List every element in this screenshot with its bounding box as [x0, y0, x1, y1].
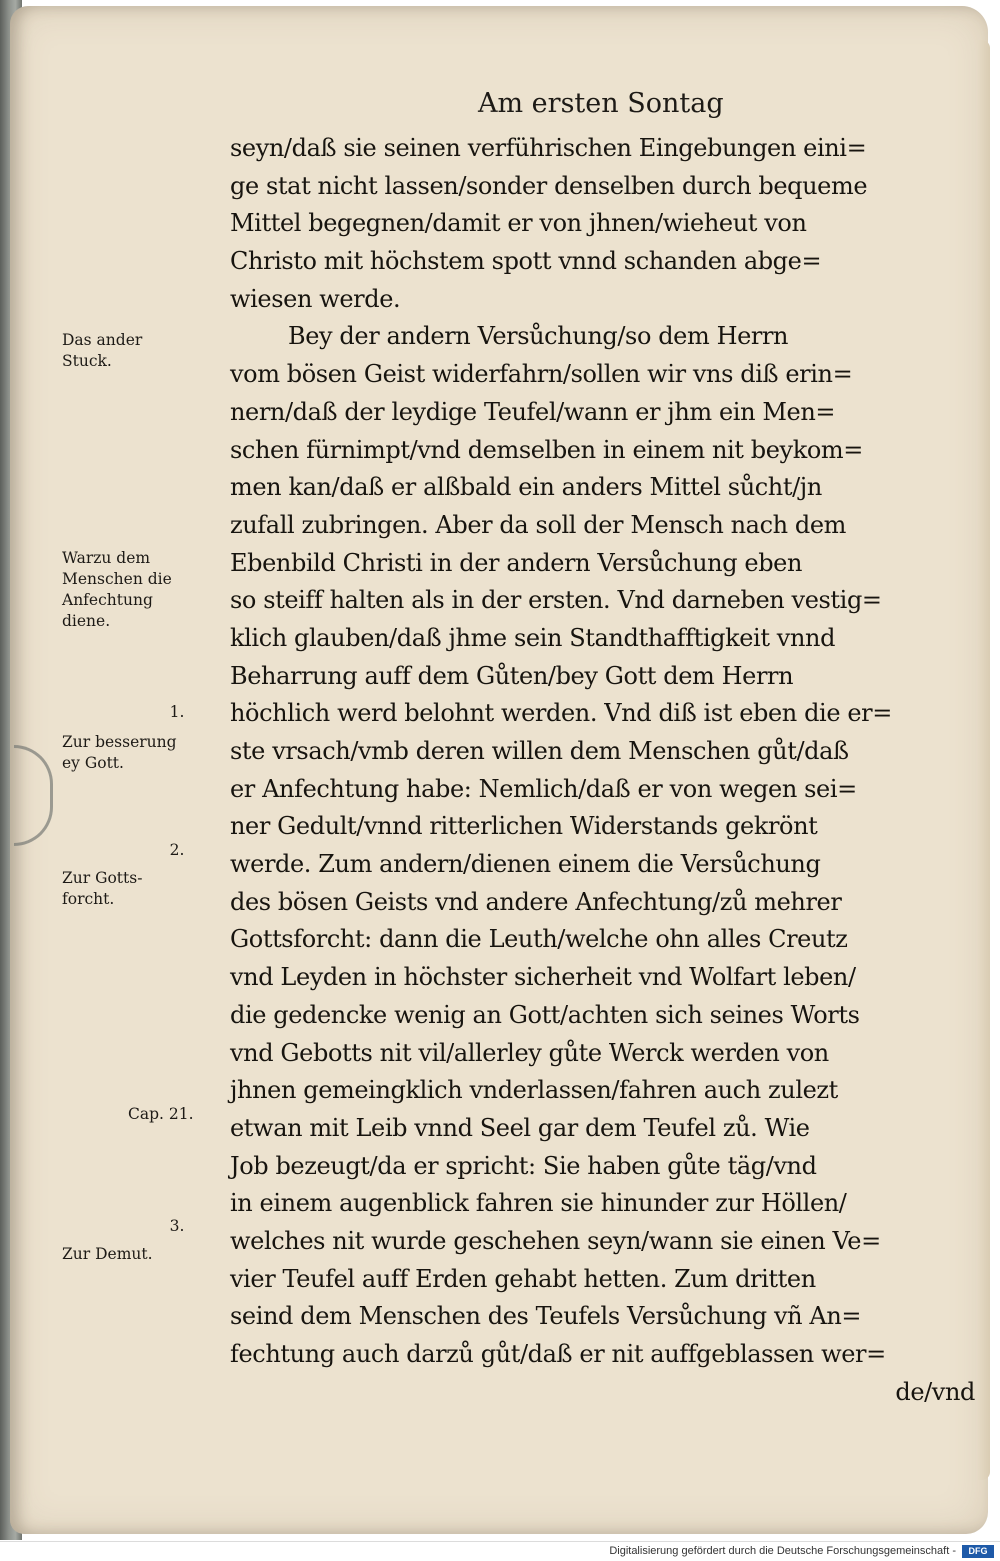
- main-text-block: [230, 130, 975, 1411]
- text-line: die gedencke wenig an Gott/achten sich seines Worts: [230, 1000, 860, 1029]
- text-line: des bösen Geists vnd andere Anfechtung/zů mehrer: [230, 887, 842, 916]
- text-line: Mittel begegnen/damit er von jhnen/wieheut von: [230, 209, 807, 238]
- text-line: ste vrsach/vmb deren willen dem Menschen gůt/daß: [230, 737, 849, 765]
- text-line: Ebenbild Christi in der andern Versůchung eben: [230, 548, 803, 577]
- text-line: Beharrung auff dem Gůten/bey Gott dem Herrn: [230, 661, 794, 690]
- text-line: in einem augenblick fahren sie hinunder zur Höllen/: [230, 1189, 847, 1218]
- text-line: seind dem Menschen des Teufels Versůchung vñ An=: [230, 1302, 862, 1331]
- margin-note-zur-besserung: Zur besserung ey Gott.: [62, 733, 177, 772]
- text-line: seyn/daß sie seinen verführischen Eingebungen eini=: [230, 134, 867, 162]
- margin-number-2: 2.: [169, 841, 185, 859]
- text-line: etwan mit Leib vnnd Seel gar dem Teufel zů. Wie: [230, 1113, 810, 1142]
- text-line: Christo mit höchstem spott vnnd schanden abge=: [230, 247, 822, 276]
- text-line: so steiff halten als in der ersten. Vnd darneben vestig=: [230, 586, 882, 615]
- margin-note-warzu: Warzu dem Menschen die Anfechtung diene.: [62, 549, 172, 630]
- text-line: werde. Zum andern/dienen einem die Versůchung: [230, 850, 821, 879]
- text-line: ner Gedult/vnnd ritterlichen Widerstands gekrönt: [230, 812, 818, 841]
- digitization-footer: [0, 1541, 1000, 1561]
- text-line: Gottsforcht: dann die Leuth/welche ohn alles Creutz: [230, 925, 848, 954]
- text-line: vom bösen Geist widerfahrn/sollen wir vns diß erin=: [230, 360, 853, 389]
- text-line: nern/daß der leydige Teufel/wann er jhm ein Men=: [230, 397, 836, 426]
- footer-credit: Digitalisierung gefördert durch die Deutsche Forschungsgemeinschaft -: [609, 1545, 956, 1557]
- text-line: schen fürnimpt/vnd demselben in einem nit beykom=: [230, 435, 863, 464]
- margin-note-zur-gottsforcht: Zur Gotts- forcht.: [62, 869, 143, 908]
- text-line: vnd Leyden in höchster sicherheit vnd Wolfart leben/: [230, 963, 856, 992]
- dfg-logo: DFG: [962, 1545, 994, 1558]
- margin-note-cap: Cap. 21.: [128, 1105, 194, 1123]
- text-line: jhnen gemeingklich vnderlassen/fahren auch zulezt: [230, 1076, 838, 1105]
- margin-number-3: 3.: [169, 1217, 185, 1235]
- text-line: er Anfechtung habe: Nemlich/daß er von wegen sei=: [230, 774, 857, 803]
- text-line: wiesen werde.: [230, 284, 401, 313]
- text-line: vnd Gebotts nit vil/allerley gůte Werck werden von: [230, 1038, 829, 1067]
- text-line: welches nit wurde geschehen seyn/wann sie einen Ve=: [230, 1226, 881, 1255]
- text-line: vier Teufel auff Erden gehabt hetten. Zum dritten: [230, 1264, 816, 1293]
- margin-number-1: 1.: [169, 703, 185, 721]
- margin-note-zur-demut: Zur Demut.: [62, 1245, 153, 1263]
- catchword: de/vnd: [895, 1377, 975, 1406]
- text-line: höchlich werd belohnt werden. Vnd diß ist eben die er=: [230, 699, 892, 728]
- text-line: ge stat nicht lassen/sonder denselben durch bequeme: [230, 171, 868, 200]
- margin-note-das-ander-stuck: Das ander Stuck.: [62, 331, 143, 370]
- text-line: Bey der andern Versůchung/so dem Herrn: [288, 322, 789, 351]
- text-line: fechtung auch darzů gůt/daß er nit auffgeblassen wer=: [230, 1340, 886, 1368]
- text-line: klich glauben/daß jhme sein Standthafftigkeit vnnd: [230, 623, 836, 652]
- page-right-edge: [978, 40, 990, 1480]
- text-line: Job bezeugt/da er spricht: Sie haben gůte täg/vnd: [230, 1151, 817, 1180]
- text-line: zufall zubringen. Aber da soll der Mensch nach dem: [230, 510, 847, 539]
- text-line: men kan/daß er alßbald ein anders Mittel sůcht/jn: [230, 473, 822, 502]
- running-title: Am ersten Sontag: [478, 88, 724, 119]
